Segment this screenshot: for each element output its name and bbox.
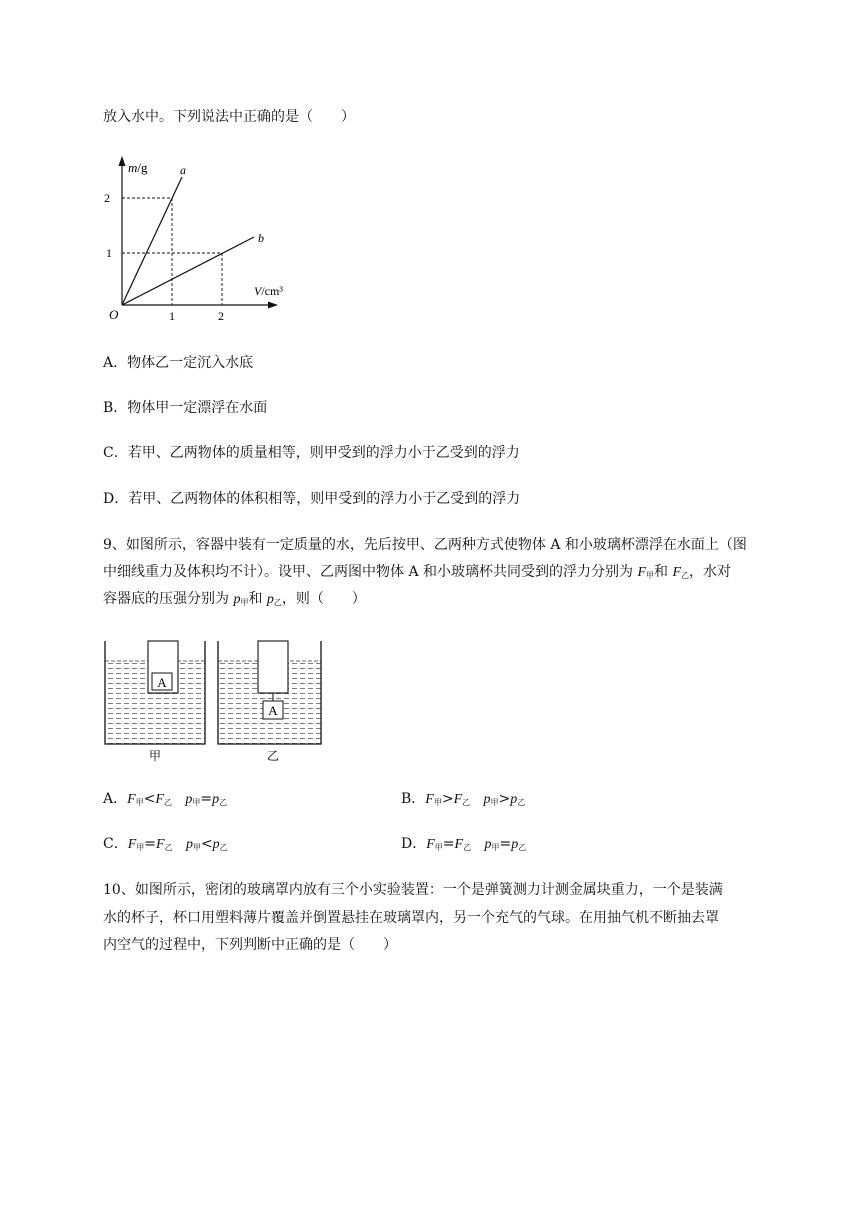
line-b [122,237,254,305]
q9-option-a: A．$F_甲<F_乙$ $p_甲=p_乙$ [103,791,228,807]
q10-stem-line2: 水的杯子，杯口用塑料薄片覆盖并倒置悬挂在玻璃罩内，另一个充气的气球。在用抽气机不断抽去罩 [103,910,719,926]
q9-option-b: B．$F_甲>F_乙$ $p_甲>p_乙$ [401,791,526,807]
y-tick-1: 1 [106,246,112,260]
q8-option-c: C．若甲、乙两物体的质量相等，则甲受到的浮力小于乙受到的浮力 [103,445,520,461]
q9-stem-line3: 容器底的压强分别为 $p_甲$和 $p_乙$，则（ ） [103,591,366,607]
x-tick-2: 2 [218,309,224,323]
x-tick-1: 1 [169,309,175,323]
origin-label: O [109,307,119,322]
y-axis-unit: /g [137,160,148,175]
q10-stem-line1: 10、如图所示，密闭的玻璃罩内放有三个小实验装置：一个是弹簧测力计测金属块重力，一个是装满 [103,882,723,898]
line-a [122,177,182,305]
line-b-label: b [258,231,264,245]
container-jia [105,641,205,763]
q8-stem: 放入水中。下列说法中正确的是（ ） [103,109,355,125]
container-yi [218,641,321,763]
svg-text:m/g [128,160,148,175]
q8-option-a: A．物体乙一定沉入水底 [103,355,254,371]
q9-containers-figure [100,636,330,766]
q8-option-b: B．物体甲一定漂浮在水面 [103,400,268,416]
q9-stem-line1: 9、如图所示，容器中装有一定质量的水，先后按甲、乙两种方式使物体 A 和小玻璃杯漂浮在水面上（图 [103,537,747,553]
y-axis-var: m [128,160,138,175]
q9-option-d: D．$F_甲=F_乙$ $p_甲=p_乙$ [401,836,527,852]
line-a-label: a [180,163,186,177]
x-axis-var: V [254,284,262,298]
block-a-yi: A [268,703,278,718]
q9-option-c: C．$F_甲=F_乙$ $p_甲<p_乙$ [103,836,228,852]
q8-mass-volume-graph [100,150,300,323]
q8-option-d: D．若甲、乙两物体的体积相等，则甲受到的浮力小于乙受到的浮力 [103,491,521,507]
q10-stem-line3: 内空气的过程中，下列判断中正确的是（ ） [103,937,397,953]
q9-stem-line2: 中细线重力及体积均不计）。设甲、乙两图中物体 A 和小玻璃杯共同受到的浮力分别为 $F_甲$和 $F_乙$，水对 [103,564,732,580]
caption-yi: 乙 [266,749,280,763]
y-tick-2: 2 [104,191,110,205]
caption-jia: 甲 [148,749,162,763]
svg-text:V/cm³ [254,284,283,298]
block-a-jia: A [157,675,167,690]
x-axis-unit: /cm³ [261,284,283,298]
